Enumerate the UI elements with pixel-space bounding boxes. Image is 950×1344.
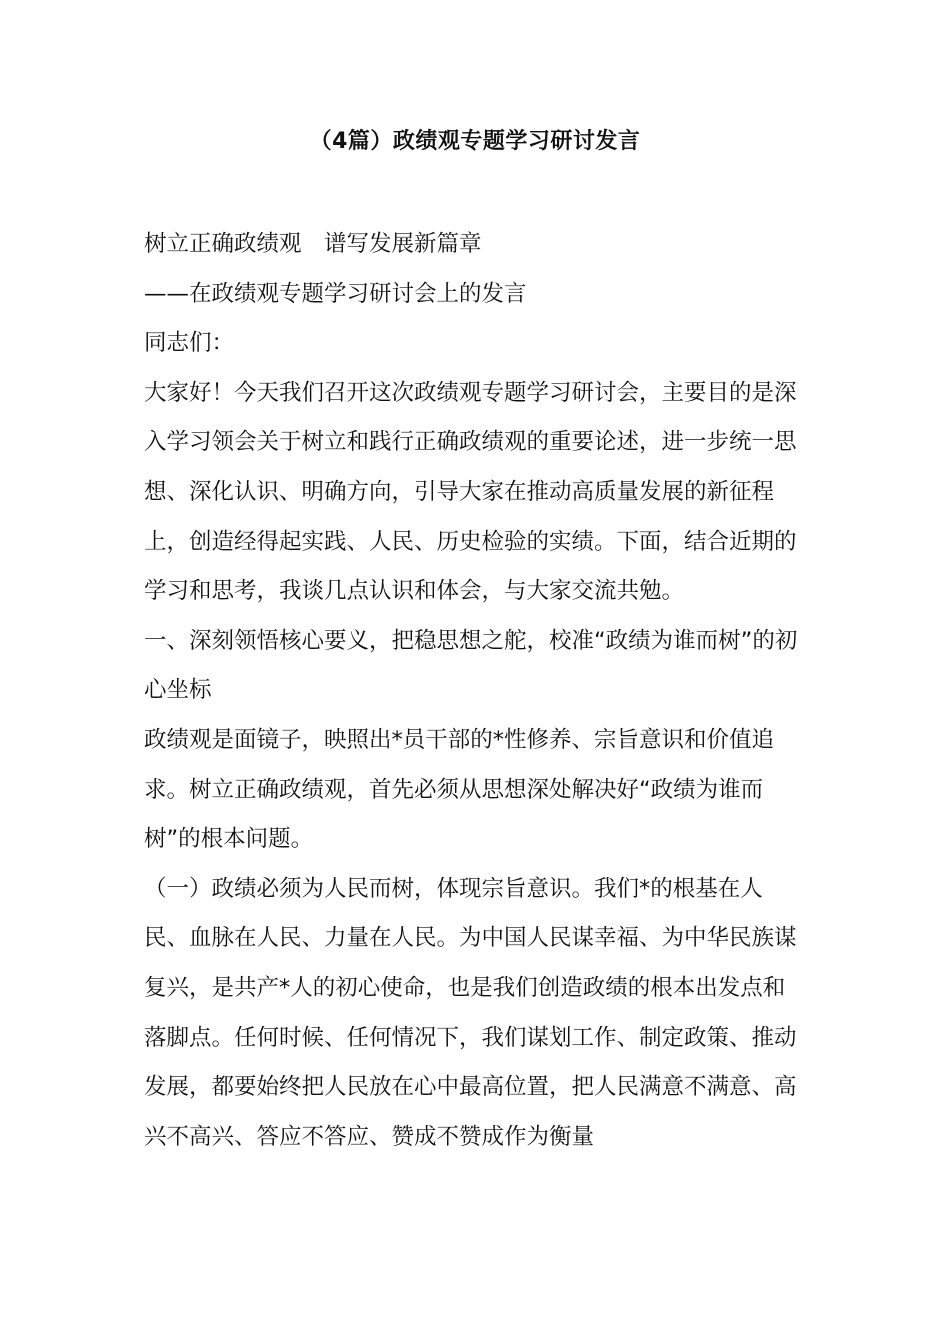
paragraph-subsection-one: （一）政绩必须为人民而树，体现宗旨意识。我们*的根基在人民、血脉在人民、力量在人民。为中国人民谋幸福、为中华民族谋复兴，是共产*人的初心使命，也是我们创造政绩的根本出发点和落脚点。任何时候、任何情况下，我们谋划工作、制定政策、推动发展，都要始终把人民放在心中最高位置，把人民满意不满意、高兴不高兴、答应不答应、赞成不赞成作为衡量: [144, 875, 797, 1150]
paragraph-section-one-intro: 政绩观是面镜子，映照出*员干部的*性修养、宗旨意识和价值追求。树立正确政绩观，首先必须从思想深处解决好“政绩为谁而树”的根本问题。: [144, 726, 775, 853]
section-heading-one: 一、深刻领悟核心要义，把稳思想之舵，校准“政绩为谁而树”的初心坐标: [144, 627, 798, 704]
speech-subtitle: ——在政绩观专题学习研讨会上的发言: [144, 280, 527, 307]
paragraph-opening: 大家好！今天我们召开这次政绩观专题学习研讨会，主要目的是深入学习领会关于树立和践行正确政绩观的重要论述，进一步统一思想、深化认识、明确方向，引导大家在推动高质量发展的新征程上，创造经得起实践、人民、历史检验的实绩。下面，结合近期的学习和思考，我谈几点认识和体会，与大家交流共勉。: [144, 379, 797, 605]
salutation: 同志们：: [144, 330, 235, 357]
document-title: （4篇）政绩观专题学习研讨发言: [309, 129, 641, 154]
document-body: [144, 220, 806, 1162]
speech-title: 树立正确政绩观 谱写发展新篇章: [144, 231, 482, 257]
